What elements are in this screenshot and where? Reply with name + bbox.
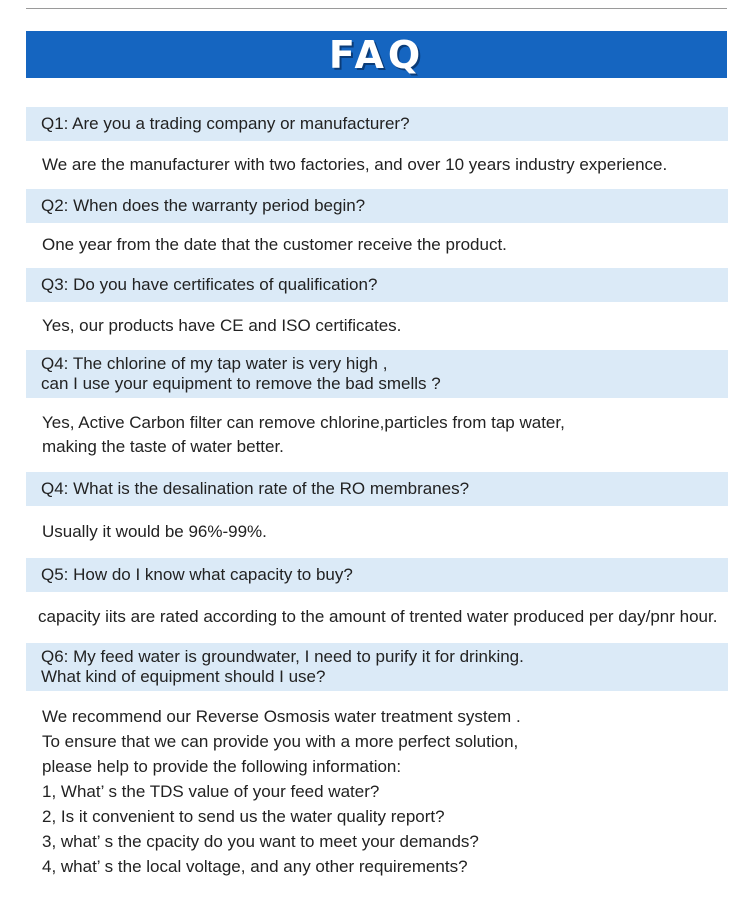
answer-text: We are the manufacturer with two factories, and over 10 years industry experience. — [42, 155, 668, 174]
answer-text: 1, What’ s the TDS value of your feed water? — [42, 782, 380, 801]
question-text: What kind of equipment should I use? — [41, 667, 326, 686]
answer-text: 3, what’ s the cpacity do you want to meet your demands? — [42, 832, 479, 851]
answer-text: making the taste of water better. — [42, 437, 284, 456]
question-text: Q2: When does the warranty period begin? — [41, 196, 366, 215]
answer-text: To ensure that we can provide you with a more perfect solution, — [42, 732, 519, 751]
faq-answer-4 — [42, 411, 732, 459]
faq-answer-7 — [42, 704, 732, 879]
question-text: can I use your equipment to remove the bad smells ? — [41, 374, 441, 393]
faq-answer-1 — [42, 153, 732, 177]
faq-answer-2 — [42, 233, 732, 257]
answer-text: capacity iits are rated according to the amount of trented water produced per day/pnr hour. — [38, 607, 718, 626]
answer-text: Usually it would be 96%-99%. — [42, 522, 267, 541]
faq-question-5 — [26, 472, 728, 506]
faq-question-3 — [26, 268, 728, 302]
answer-text: One year from the date that the customer receive the product. — [42, 235, 507, 254]
question-text: Q6: My feed water is groundwater, I need to purify it for drinking. — [41, 647, 524, 666]
question-text: Q3: Do you have certificates of qualification? — [41, 275, 378, 294]
faq-question-7 — [26, 643, 728, 691]
answer-text: 4, what’ s the local voltage, and any other requirements? — [42, 857, 468, 876]
faq-question-1 — [26, 107, 728, 141]
faq-question-6 — [26, 558, 728, 592]
answer-text: We recommend our Reverse Osmosis water treatment system . — [42, 707, 521, 726]
question-text: Q1: Are you a trading company or manufacturer? — [41, 114, 410, 133]
question-text: Q4: The chlorine of my tap water is very high , — [41, 354, 388, 373]
faq-answer-3 — [42, 314, 732, 338]
question-text: Q5: How do I know what capacity to buy? — [41, 565, 353, 584]
answer-text: please help to provide the following information: — [42, 757, 402, 776]
answer-text: 2, Is it convenient to send us the water quality report? — [42, 807, 445, 826]
faq-answer-5 — [42, 520, 732, 544]
top-divider — [26, 8, 727, 9]
faq-question-2 — [26, 189, 728, 223]
faq-question-4 — [26, 350, 728, 398]
answer-text: Yes, our products have CE and ISO certificates. — [42, 316, 402, 335]
faq-banner — [26, 31, 727, 78]
question-text: Q4: What is the desalination rate of the RO membranes? — [41, 479, 470, 498]
faq-answer-6 — [38, 605, 728, 629]
answer-text: Yes, Active Carbon filter can remove chlorine,particles from tap water, — [42, 413, 565, 432]
page-title: FAQ — [328, 32, 425, 77]
